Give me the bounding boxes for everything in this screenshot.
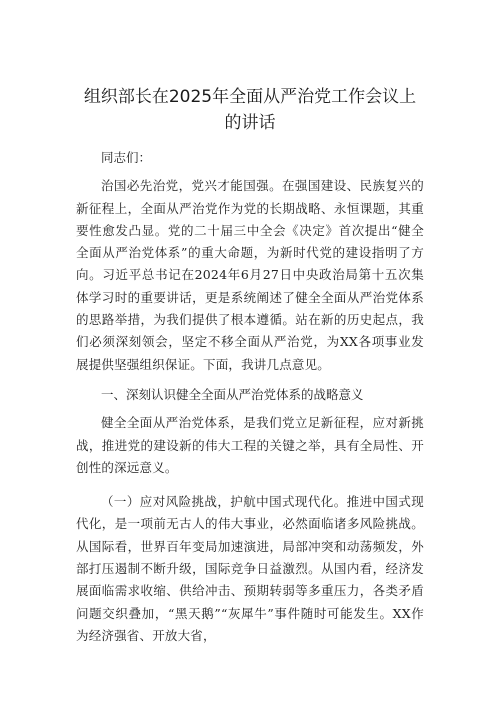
salutation: 同志们： <box>101 150 152 165</box>
paragraph-significance: 健全全面从严治党体系，是我们党立足新征程，应对新挑战，推进党的建设新的伟大工程的关键之举，具有全局性、开创性的深远意义。 <box>76 415 424 475</box>
document-title: 组织部长在2025年全面从严治党工作会议上的讲话 <box>83 87 417 133</box>
section-heading-1: 一、深刻认识健全全面从严治党体系的战略意义 <box>101 386 364 402</box>
paragraph-intro: 治国必先治党，党兴才能国强。在强国建设、民族复兴的新征程上，全面从严治党作为党的长期战略、永恒课题，其重要性愈发凸显。党的二十届三中全会《决定》首次提出“健全全面从严治党体系”的重大命题，为新时代党的建设指明了方向。习近平总书记在2024年6月27日中央政治局第十五次集体学习时的重要讲话，更是系统阐述了健全全面从严治党体系的思路举措，为我们提供了根本遵循。站在新的历史起点，我们必须深刻领会，坚定不移全面从严治党，为XX各项事业发展提供坚强组织保证。下面，我讲几点意见。 <box>76 178 424 372</box>
paragraph-risk-challenges: （一）应对风险挑战，护航中国式现代化。推进中国式现代化，是一项前无古人的伟大事业，必然面临诸多风险挑战。从国际看，世界百年变局加速演进，局部冲突和动荡频发，外部打压遏制不断升级，国际竞争日益激烈。从国内看，经济发展面临需求收缩、供给冲击、预期转弱等多重压力，各类矛盾问题交织叠加，“黑天鹅”“灰犀牛”事件随时可能发生。XX作为经济强省、开放大省， <box>76 494 424 643</box>
